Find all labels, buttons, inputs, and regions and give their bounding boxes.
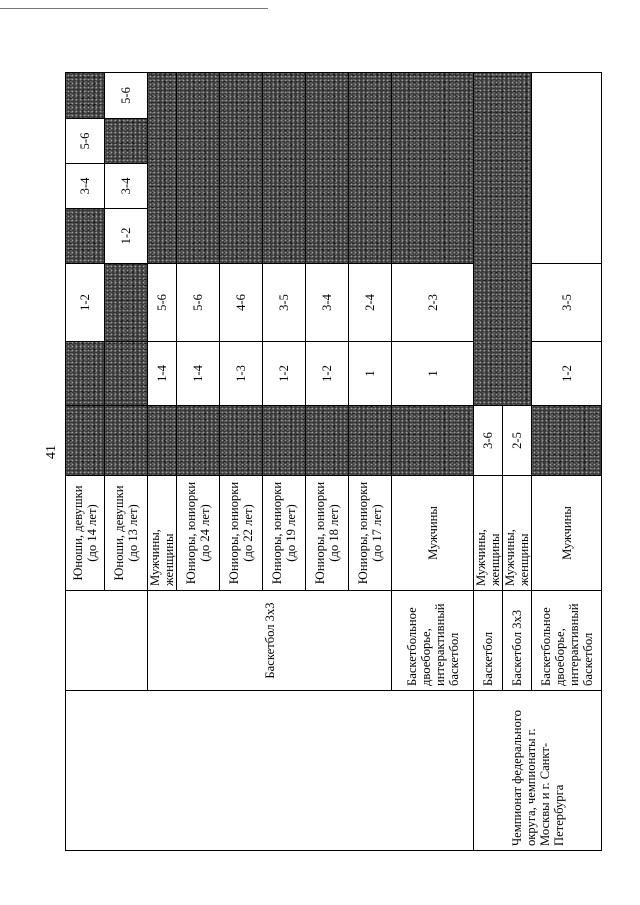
result-cell xyxy=(66,73,105,119)
result-cell xyxy=(474,73,532,406)
result-cell: 4-6 xyxy=(220,264,263,342)
discipline-cell: Баскетбол 3х3 xyxy=(503,591,532,691)
result-cell: 1-2 xyxy=(105,209,148,264)
result-cell: 1-2 xyxy=(66,264,105,342)
category-cell: Мужчины, женщины xyxy=(148,476,177,591)
discipline-cell: Баскетбол xyxy=(474,591,503,691)
result-cell: 3-4 xyxy=(105,164,148,209)
category-cell: Мужчины xyxy=(392,476,474,591)
result-cell xyxy=(148,406,177,476)
result-cell: 2-5 xyxy=(503,406,532,476)
result-cell xyxy=(66,406,105,476)
result-cell xyxy=(263,73,306,264)
category-cell: Юниоры, юниорки (до 22 лет) xyxy=(220,476,263,591)
page-number: 41 xyxy=(44,445,59,459)
category-cell: Юниоры, юниорки (до 19 лет) xyxy=(263,476,306,591)
result-cell: 3-5 xyxy=(263,264,306,342)
result-cell xyxy=(220,73,263,264)
category-cell: Мужчины xyxy=(532,476,602,591)
result-cell xyxy=(306,73,349,264)
result-cell xyxy=(532,406,602,476)
result-cell xyxy=(220,406,263,476)
header-rule xyxy=(0,8,268,9)
result-cell: 3-4 xyxy=(66,164,105,209)
category-cell: Юноши, девушки (до 13 лет) xyxy=(105,476,148,591)
result-cell xyxy=(66,342,105,406)
category-cell: Юниоры, юниорки (до 18 лет) xyxy=(306,476,349,591)
result-cell: 5-6 xyxy=(66,119,105,164)
discipline-cell: Баскетбольное двоеборье, интерактивный баскетбол xyxy=(392,591,474,691)
result-cell: 3-5 xyxy=(532,264,602,342)
result-cell: 1-4 xyxy=(148,342,177,406)
result-cell: 1-2 xyxy=(263,342,306,406)
result-cell: 5-6 xyxy=(105,73,148,119)
category-cell: Юниоры, юниорки (до 17 лет) xyxy=(349,476,392,591)
result-cell: 1-2 xyxy=(532,342,602,406)
result-cell: 1-2 xyxy=(306,342,349,406)
discipline-cell: Баскетбольное двоеборье, интерактивный баскетбол xyxy=(532,591,602,691)
result-cell xyxy=(105,342,148,406)
result-cell: 1 xyxy=(392,342,474,406)
result-cell: 5-6 xyxy=(177,264,220,342)
result-cell xyxy=(105,406,148,476)
category-cell: Мужчины, женщины xyxy=(474,476,503,591)
result-cell xyxy=(148,73,177,264)
competition-cell-empty xyxy=(66,691,474,851)
result-cell: 3-4 xyxy=(306,264,349,342)
result-cell: 1-4 xyxy=(177,342,220,406)
result-cell xyxy=(392,406,474,476)
result-cell xyxy=(177,406,220,476)
result-cell xyxy=(349,406,392,476)
category-cell: Мужчины, женщины xyxy=(503,476,532,591)
result-cell xyxy=(349,73,392,264)
result-cell: 2-3 xyxy=(392,264,474,342)
result-cell xyxy=(105,264,148,342)
result-cell: 5-6 xyxy=(148,264,177,342)
table-row xyxy=(474,73,503,851)
result-cell: 1-3 xyxy=(220,342,263,406)
results-table xyxy=(65,72,602,851)
result-cell xyxy=(66,209,105,264)
competition-cell: Чемпионат федерального округа, чемпионаты г. Москвы и г. Санкт-Петербурга xyxy=(474,691,602,851)
table-row xyxy=(66,73,105,851)
result-cell: 3-6 xyxy=(474,406,503,476)
result-cell xyxy=(105,119,148,164)
category-cell: Юниоры, юниорки (до 24 лет) xyxy=(177,476,220,591)
result-cell xyxy=(392,73,474,264)
result-cell: 1 xyxy=(349,342,392,406)
result-cell xyxy=(306,406,349,476)
discipline-cell: Баскетбол 3х3 xyxy=(148,591,392,691)
category-cell: Юноши, девушки (до 14 лет) xyxy=(66,476,105,591)
result-cell: 2-4 xyxy=(349,264,392,342)
result-cell xyxy=(263,406,306,476)
rotated-table-container xyxy=(65,73,595,851)
discipline-cell-empty xyxy=(66,591,148,691)
result-cell xyxy=(177,73,220,264)
result-cell xyxy=(532,73,602,264)
